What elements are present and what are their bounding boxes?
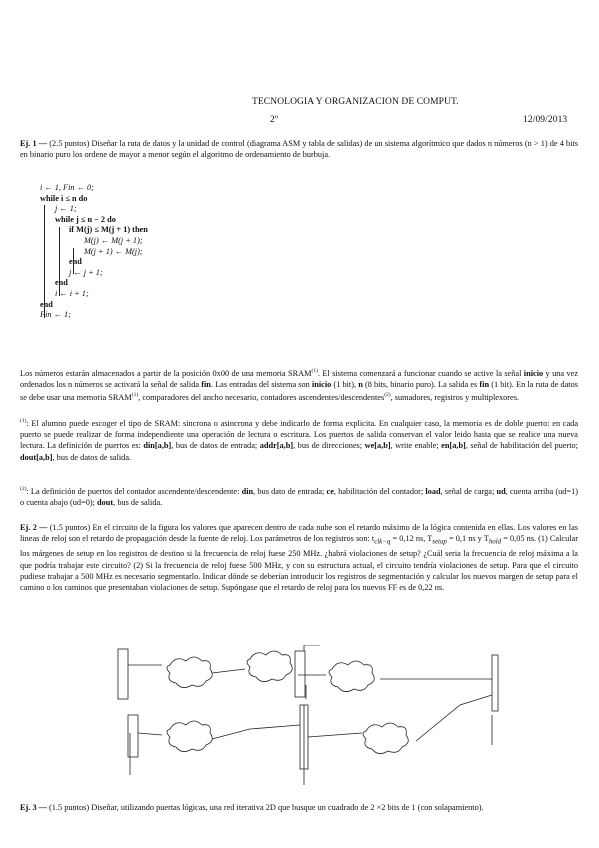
timing-circuit-figure [100,645,500,785]
bubble-sort-algorithm [40,183,148,321]
algo-block-bar-3 [73,248,74,274]
algo-line-13: Fin ← 1; [40,310,71,320]
algo-line-4: while j ≤ n − 2 do [55,214,116,224]
algo-block-bar-1 [44,205,45,318]
year-label: 2º [270,115,278,125]
algo-line-9: j ← j + 1; [69,267,103,277]
algo-line-8: end [69,257,82,267]
algo-line-3: j ← 1; [55,204,77,214]
ej2-statement: Ej. 2 — (1.5 puntos) En el circuito de la figura los valores que aparecen dentro de cada nube son el retardo máximo de la lógica contenida en ellas. Los valores en las lineas de reloj son el retardo de propagación desde la fuente de reloj. Los parámetros de los registros son: $t_{clk-q} = 0,12$ ns, $T_{setup} = 0,1$ ns y $T_{hold} = 0,05$ ns. (1) Calcular los márgenes de setup en los registros de destino si la frecuencia de reloj fuese 250 MHz. ¿habrá violaciones de setup? ¿Cuál seria la frecuencia de reloj máxima a la que podría trabajar este circuito? (2) Si la frecuencia de reloj fuese 500 MHz, y con su estructura actual, el circuito tendría violaciones de setup. Para que el circuito pudiese trabajar a 500 MHz es necesario segmentarlo. Indicar dónde se deberían introducir los registros de segmentación y calcular los nuevos margen de setup para el camino o los caminos que presentaban violaciones de setup. Supóngase que el retardo de reloj para los nuevos FF es de 0,22 ns. [20,523,578,593]
ej1-note-2: $^{(2)}$: La definición de puertos del contador ascendente/descendente: din, bus dato de entrada; ce, habilitación del contador; load, señal de carga; ud, cuenta arriba (ud=1) o cuenta abajo (ud=0); dout, bus de salida. [20,486,578,508]
algo-line-5: if M(j) ≤ M(j + 1) then [69,225,148,235]
algo-line-11: i ← i + 1; [55,288,89,298]
ej1-label: Ej. 1 — [20,139,48,148]
algo-line-7: M(j + 1) ← M(j); [84,246,143,256]
course-title: TECNOLOGIA Y ORGANIZACION DE COMPUT. [252,97,459,107]
ej3-label: Ej. 3 — [20,803,47,812]
logic-cloud-1 [167,657,212,688]
algo-line-2: while i ≤ n do [40,193,88,203]
register-2 [295,651,305,697]
ej1-points: (2.5 puntos) [49,139,90,148]
ej1-paragraph: Los números estarán almacenados a partir de la posición 0x00 de una memoria SRAM$^{(1)}$. El sistema comenzará a funcionar cuando se active la señal inicio y una vez ordenados los n números se activará la señal de salida fin. Las entradas del sistema son inicio (1 bit), n (8 bits, binario puro). La salida es fin (1 bit). En la ruta de datos se debe usar una memoria SRAM$^{(1)}$, comparadores del ancho necesario, contadores ascendentes/descendentes$^{(2)}$, sumadores, registros y multiplexores. [20,368,578,403]
logic-cloud-3 [329,661,374,692]
register-4 [128,715,138,757]
ej3-statement: Ej. 3 — (1.5 puntos) Diseñar, utilizando puertas lógicas, una red iterativa 2D que busque un cuadrado de 2 ×2 bits de 1 (con solapamiento). [20,803,484,812]
logic-cloud-4 [167,721,212,752]
algo-line-1: i ← 1, Fin ← 0; [40,183,94,192]
date-label: 12/09/2013 [523,115,568,125]
logic-cloud-5 [363,723,408,754]
logic-cloud-2 [247,651,292,682]
ej1-note-1: $^{(1)}$: El alumno puede escoger el tipo de SRAM: sincrona o asincrona y debe indicarlo de forma explicita. En cualquier caso, la memoria es de doble puerto: en cada puerto se puede realizar de forma independiente una operación de lectura o escritura. Los puertos de salida conservan el valor leido hasta que se realice una nueva lectura. La definición de puertos es: din[a,b], bus de datos de entrada; addr[a,b], bus de direcciones; we[a,b], write enable; en[a,b], señal de habilitación del puerto; dout[a,b], bus de datos de salida. [20,418,578,462]
algo-line-6: M(j) ← M(j + 1); [84,235,143,245]
algo-line-12: end [40,299,53,309]
register-3 [492,655,498,711]
register-1 [118,649,128,699]
ej1-statement [20,138,578,161]
algo-block-bar-2 [59,227,60,296]
ej2-label: Ej. 2 — [20,523,48,532]
algo-line-10: end [55,278,68,288]
ej1-text: Diseñar la ruta de datos y la unidad de control (diagrama ASM y tabla de salidas) de un sistema algorítmico que dados n números (n > 1) de 4 bits en binario puro los ordene de mayor a menor según el algoritmo de ordenamiento de burbuja. [20,139,578,160]
